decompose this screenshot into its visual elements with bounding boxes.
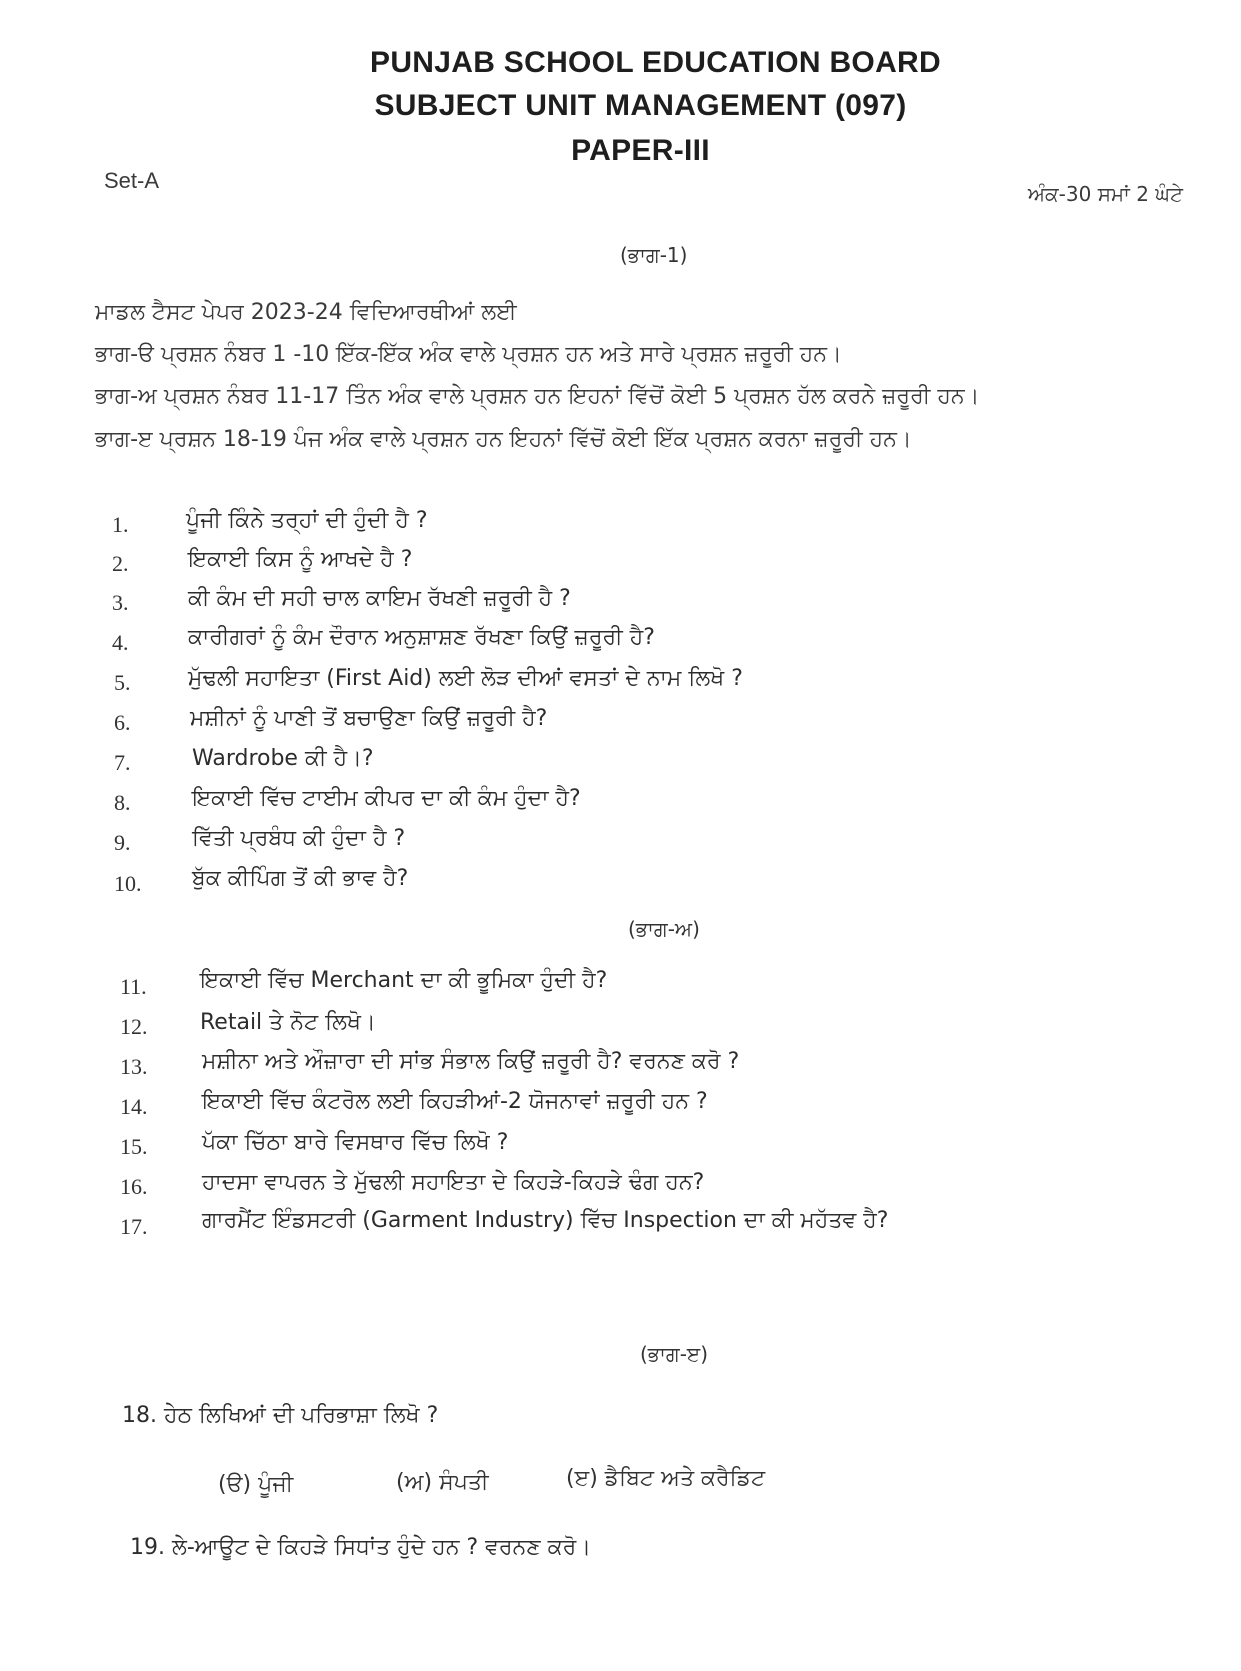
question-text: ਮਸ਼ੀਨਾਂ ਨੂੰ ਪਾਣੀ ਤੋਂ ਬਚਾਉਣਾ ਕਿਉਂ ਜ਼ਰੂਰੀ ਹੈ? — [190, 706, 548, 731]
question-number: 10. — [114, 871, 142, 896]
question-number: 5. — [114, 670, 131, 695]
question-number: 12. — [120, 1014, 148, 1039]
question-number: 15. — [120, 1134, 148, 1159]
question-text: ਪੂੰਜੀ ਕਿੰਨੇ ਤਰ੍ਹਾਂ ਦੀ ਹੁੰਦੀ ਹੈ ? — [186, 508, 428, 533]
question-number: 16. — [120, 1174, 148, 1199]
question-number: 2. — [112, 551, 129, 576]
question-number: 8. — [114, 790, 131, 815]
question-18-option-a: (ੳ) ਪੂੰਜੀ — [218, 1472, 294, 1497]
question-18-option-c: (ੲ) ਡੈਬਿਟ ਅਤੇ ਕਰੈਡਿਟ — [566, 1466, 766, 1491]
subject-title: SUBJECT UNIT MANAGEMENT (097) — [374, 89, 907, 122]
question-number: 17. — [120, 1214, 148, 1239]
instruction-line: ਭਾਗ-ਅ ਪ੍ਰਸ਼ਨ ਨੰਬਰ 11-17 ਤਿੰਨ ਅੰਕ ਵਾਲੇ ਪ੍ਰਸ਼ਨ ਹਨ ਇਹਨਾਂ ਵਿੱਚੋਂ ਕੋਈ 5 ਪ੍ਰਸ਼ਨ ਹੱਲ ਕਰਨੇ ਜ਼ਰੂਰੀ ਹਨ। — [95, 384, 980, 409]
question-18-text: 18. ਹੇਠ ਲਿਖਿਆਂ ਦੀ ਪਰਿਭਾਸ਼ਾ ਲਿਖੋ ? — [122, 1403, 439, 1428]
instruction-line: ਭਾਗ-ੲ ਪ੍ਰਸ਼ਨ 18-19 ਪੰਜ ਅੰਕ ਵਾਲੇ ਪ੍ਰਸ਼ਨ ਹਨ ਇਹਨਾਂ ਵਿੱਚੋਂ ਕੋਈ ਇੱਕ ਪ੍ਰਸ਼ਨ ਕਰਨਾ ਜ਼ਰੂਰੀ ਹਨ। — [95, 427, 912, 452]
question-number: 9. — [114, 830, 131, 855]
question-text: ਮੁੱਢਲੀ ਸਹਾਇਤਾ (First Aid) ਲਈ ਲੋੜ ਦੀਆਂ ਵਸਤਾਂ ਦੇ ਨਾਮ ਲਿਖੋ ? — [188, 666, 743, 691]
question-number: 4. — [112, 630, 129, 655]
marks-time: ਅੰਕ-30 ਸਮਾਂ 2 ਘੰਟੇ — [1027, 182, 1183, 206]
question-number: 14. — [120, 1094, 148, 1119]
section-part-1-heading: (ਭਾਗ-1) — [620, 243, 688, 267]
question-text: ਕਾਰੀਗਰਾਂ ਨੂੰ ਕੰਮ ਦੌਰਾਨ ਅਨੁਸ਼ਾਸ਼ਣ ਰੱਖਣਾ ਕਿਉਂ ਜ਼ਰੂਰੀ ਹੈ? — [188, 625, 655, 650]
section-part-3-heading: (ਭਾਗ-ੲ) — [640, 1342, 709, 1366]
question-number: 6. — [114, 710, 131, 735]
question-text: Retail ਤੇ ਨੋਟ ਲਿਖੋ। — [200, 1010, 376, 1035]
question-text: Wardrobe ਕੀ ਹੈ।? — [192, 746, 374, 771]
question-text: ਇਕਾਈ ਵਿੱਚ ਟਾਈਮ ਕੀਪਰ ਦਾ ਕੀ ਕੰਮ ਹੁੰਦਾ ਹੈ? — [192, 786, 581, 811]
question-text: ਪੱਕਾ ਚਿੱਠਾ ਬਾਰੇ ਵਿਸਥਾਰ ਵਿੱਚ ਲਿਖੋ ? — [202, 1130, 509, 1155]
section-part-2-heading: (ਭਾਗ-ਅ) — [628, 917, 700, 941]
question-text: ਇਕਾਈ ਵਿੱਚ ਕੰਟਰੋਲ ਲਈ ਕਿਹੜੀਆਂ-2 ਯੋਜਨਾਵਾਂ ਜ਼ਰੂਰੀ ਹਨ ? — [202, 1089, 708, 1114]
question-number: 7. — [114, 750, 131, 775]
set-label: Set-A — [104, 168, 160, 193]
question-text: ਬੁੱਕ ਕੀਪਿੰਗ ਤੋਂ ਕੀ ਭਾਵ ਹੈ? — [192, 866, 409, 891]
question-text: ਵਿੱਤੀ ਪ੍ਰਬੰਧ ਕੀ ਹੁੰਦਾ ਹੈ ? — [192, 826, 406, 851]
question-number: 3. — [112, 590, 129, 615]
instruction-line: ਭਾਗ-ੳ ਪ੍ਰਸ਼ਨ ਨੰਬਰ 1 -10 ਇੱਕ-ਇੱਕ ਅੰਕ ਵਾਲੇ ਪ੍ਰਸ਼ਨ ਹਨ ਅਤੇ ਸਾਰੇ ਪ੍ਰਸ਼ਨ ਜ਼ਰੂਰੀ ਹਨ। — [95, 342, 842, 367]
question-text: ਮਸ਼ੀਨਾ ਅਤੇ ਔਜ਼ਾਰਾ ਦੀ ਸਾਂਭ ਸੰਭਾਲ ਕਿਉਂ ਜ਼ਰੂਰੀ ਹੈ? ਵਰਨਣ ਕਰੋ ? — [202, 1049, 740, 1074]
question-number: 13. — [120, 1054, 148, 1079]
question-text: ਹਾਦਸਾ ਵਾਪਰਨ ਤੇ ਮੁੱਢਲੀ ਸਹਾਇਤਾ ਦੇ ਕਿਹੜੇ-ਕਿਹੜੇ ਢੰਗ ਹਨ? — [202, 1170, 705, 1195]
question-text: ਇਕਾਈ ਵਿੱਚ Merchant ਦਾ ਕੀ ਭੂਮਿਕਾ ਹੁੰਦੀ ਹੈ? — [200, 968, 608, 993]
instruction-line: ਮਾਡਲ ਟੈਸਟ ਪੇਪਰ 2023-24 ਵਿਦਿਆਰਥੀਆਂ ਲਈ — [95, 300, 517, 325]
board-title: PUNJAB SCHOOL EDUCATION BOARD — [370, 46, 941, 79]
question-text: ਕੀ ਕੰਮ ਦੀ ਸਹੀ ਚਾਲ ਕਾਇਮ ਰੱਖਣੀ ਜ਼ਰੂਰੀ ਹੈ ? — [188, 586, 571, 611]
question-text: ਗਾਰਮੈਂਟ ਇੰਡਸਟਰੀ (Garment Industry) ਵਿੱਚ Inspection ਦਾ ਕੀ ਮਹੱਤਵ ਹੈ? — [202, 1208, 889, 1233]
question-number: 1. — [112, 512, 129, 537]
question-19-text: 19. ਲੇ-ਆਊਟ ਦੇ ਕਿਹੜੇ ਸਿਧਾਂਤ ਹੁੰਦੇ ਹਨ ? ਵਰਨਣ ਕਰੋ। — [130, 1535, 592, 1560]
question-number: 11. — [120, 974, 147, 999]
question-text: ਇਕਾਈ ਕਿਸ ਨੂੰ ਆਖਦੇ ਹੈ ? — [188, 547, 413, 572]
question-18-option-b: (ਅ) ਸੰਪਤੀ — [396, 1470, 489, 1495]
paper-title: PAPER-III — [571, 134, 710, 167]
